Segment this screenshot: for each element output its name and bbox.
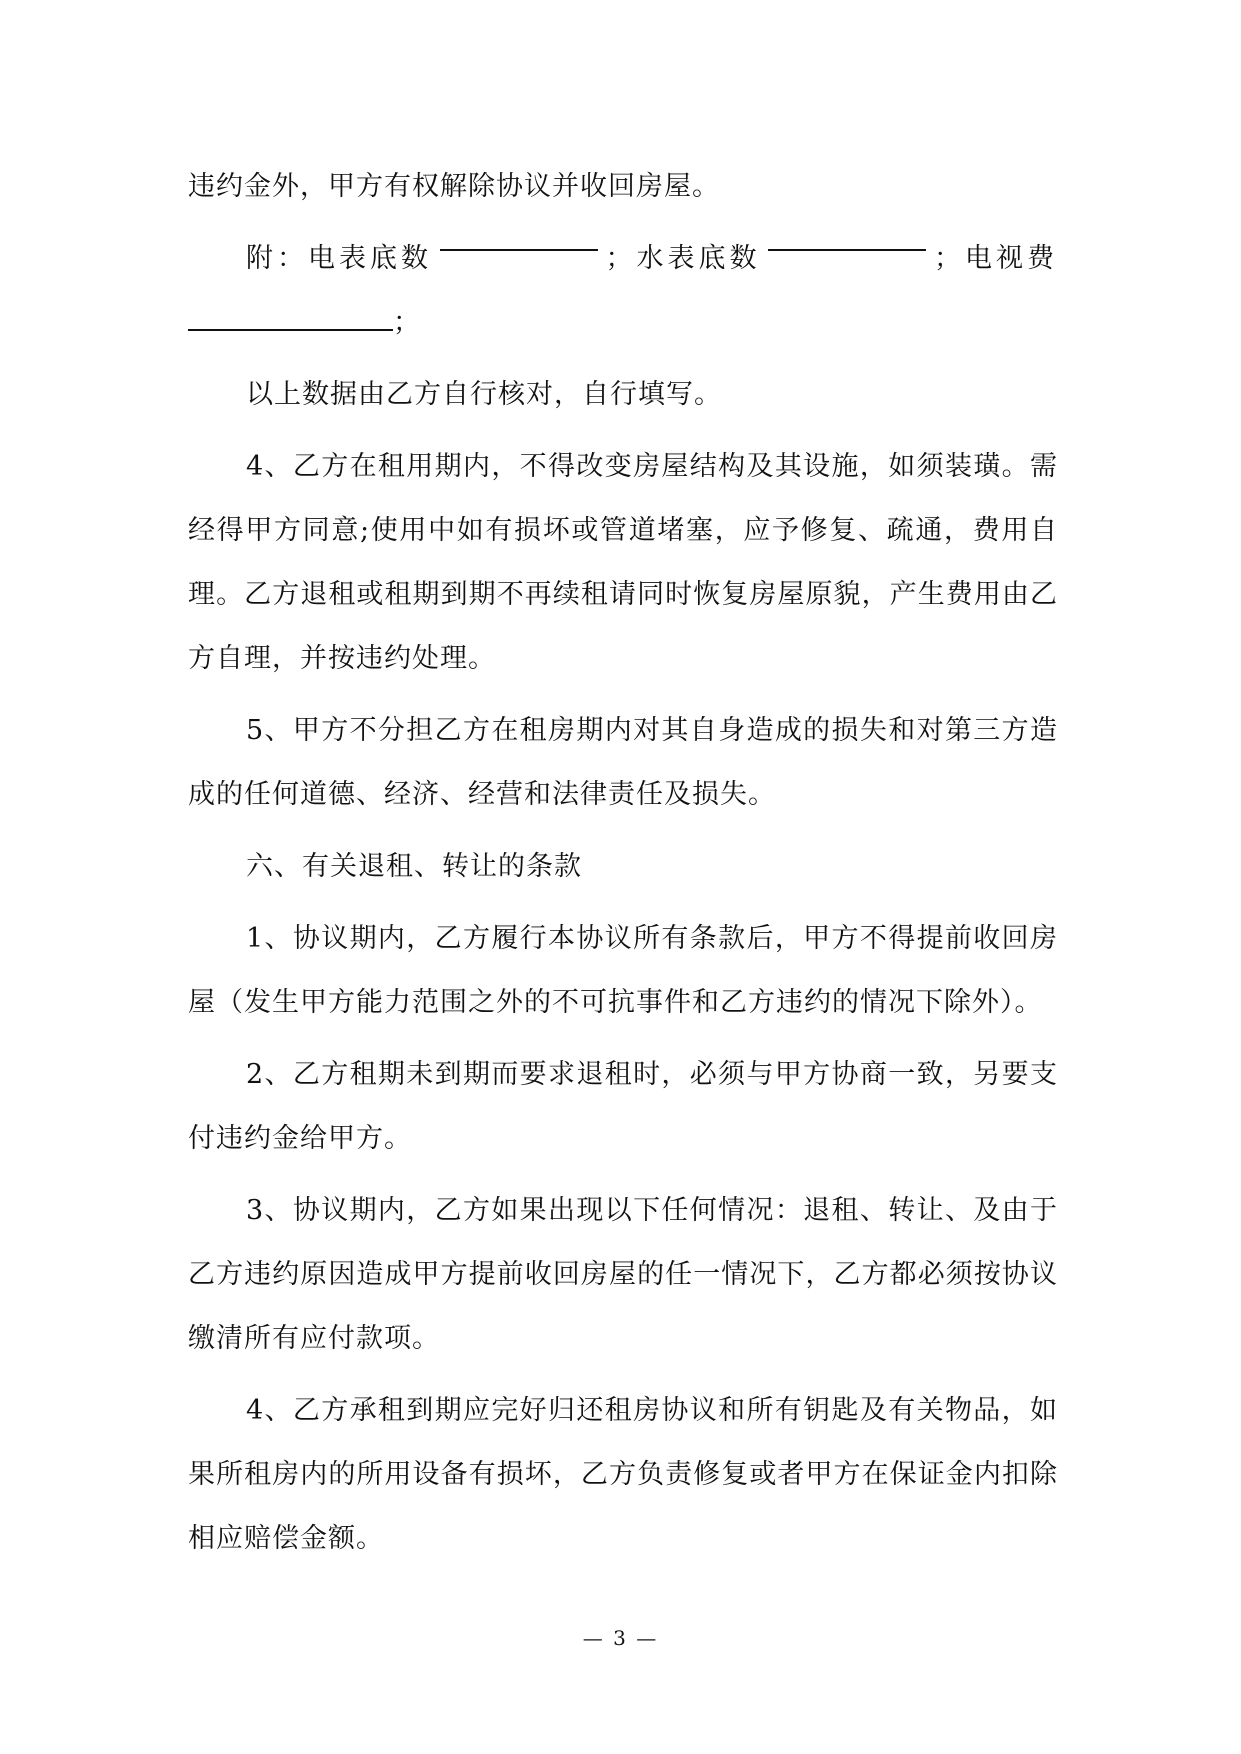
- paragraph-self-check: 以上数据由乙方自行核对，自行填写。: [246, 379, 722, 410]
- document-body: [188, 155, 1058, 1579]
- page-number: — 3 —: [582, 1626, 659, 1650]
- paragraph-penalty-end: 违约金外，甲方有权解除协议并收回房屋。: [188, 171, 720, 202]
- paragraph-clause-4: 4、乙方在租用期内，不得改变房屋结构及其设施，如须装璜。需经得甲方同意;使用中如有损坏或管道堵塞，应予修复、疏通，费用自理。乙方退租或租期到期不再续租请同时恢复房屋原貌，产生费用由乙方自理，并按违约处理。: [188, 451, 1058, 674]
- water-meter-blank[interactable]: [768, 227, 926, 251]
- paragraph-s6-clause-4: 4、乙方承租到期应完好归还租房协议和所有钥匙及有关物品，如果所租房内的所用设备有损坏，乙方负责修复或者甲方在保证金内扣除相应赔偿金额。: [188, 1395, 1058, 1554]
- tv-fee-label: ；电视费: [934, 243, 1058, 274]
- section-heading-6: 六、有关退租、转让的条款: [246, 851, 582, 882]
- electric-meter-blank[interactable]: [440, 227, 598, 251]
- paragraph-s6-clause-2: 2、乙方租期未到期而要求退租时，必须与甲方协商一致，另要支付违约金给甲方。: [188, 1059, 1058, 1154]
- tv-fee-end: ；: [393, 307, 421, 338]
- meter-electric-label: 附：电表底数: [246, 243, 432, 274]
- paragraph-s6-clause-3: 3、协议期内，乙方如果出现以下任何情况：退租、转让、及由于乙方违约原因造成甲方提前收回房屋的任一情况下，乙方都必须按协议缴清所有应付款项。: [188, 1195, 1058, 1354]
- tv-fee-blank[interactable]: [188, 307, 393, 331]
- meter-water-label: ；水表底数: [605, 243, 761, 274]
- paragraph-clause-5: 5、甲方不分担乙方在租房期内对其自身造成的损失和对第三方造成的任何道德、经济、经营和法律责任及损失。: [188, 715, 1058, 810]
- meter-readings-line: [188, 227, 1058, 291]
- tv-fee-line: [188, 291, 1058, 355]
- paragraph-s6-clause-1: 1、协议期内，乙方履行本协议所有条款后，甲方不得提前收回房屋（发生甲方能力范围之外的不可抗事件和乙方违约的情况下除外）。: [188, 923, 1058, 1018]
